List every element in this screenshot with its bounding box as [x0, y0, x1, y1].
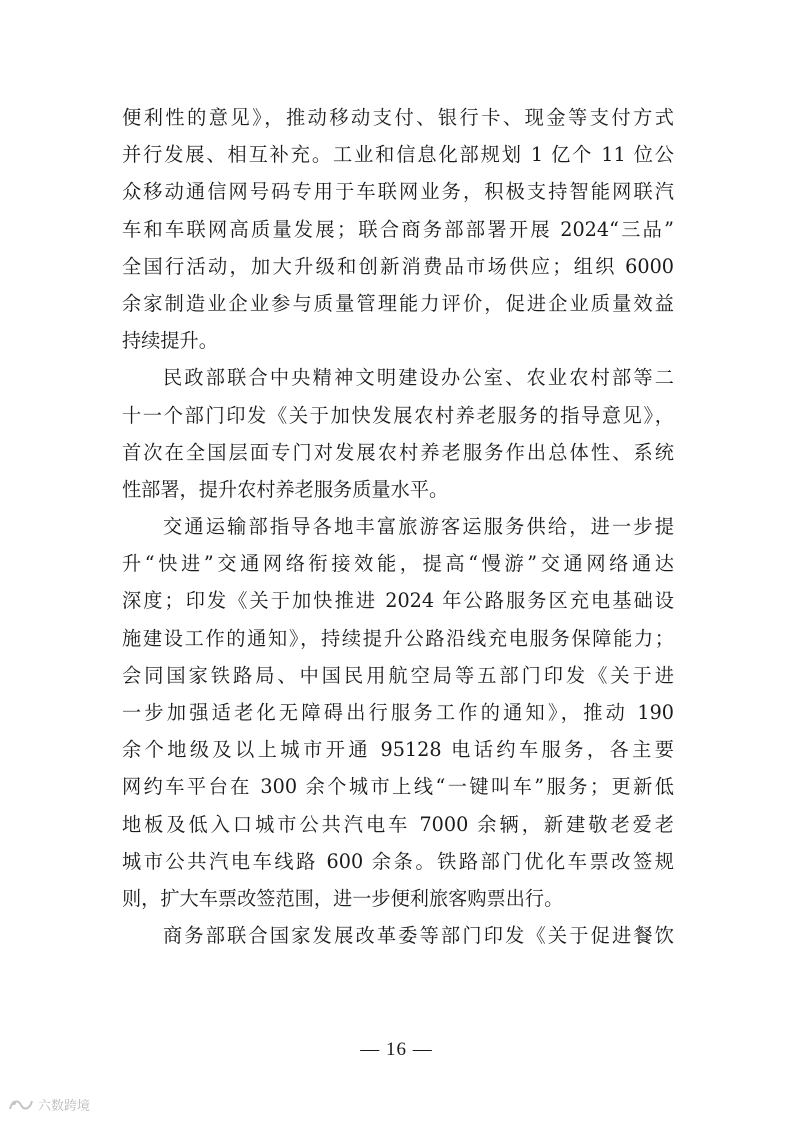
text-line: 升“快进”交通网络衔接效能，提高“慢游”交通网络通达: [122, 552, 674, 576]
text-line: 商务部联合国家发展改革委等部门印发《关于促进餐饮: [163, 924, 674, 948]
text-line: 十一个部门印发《关于加快发展农村养老服务的指导意见》，: [122, 403, 674, 427]
text-line: 交通运输部指导各地丰富旅游客运服务供给，进一步提: [163, 515, 674, 539]
text-line: 余家制造业企业参与质量管理能力评价，促进企业质量效益: [122, 291, 674, 315]
text-line: 深度；印发《关于加快推进 2024 年公路服务区充电基础设: [122, 589, 674, 613]
text-line: 并行发展、相互补充。工业和信息化部规划 1 亿个 11 位公: [122, 143, 674, 167]
text-line: 车和车联网高质量发展；联合商务部部署开展 2024“三品”: [122, 217, 674, 241]
watermark-text: 六数跨境: [38, 1099, 91, 1114]
watermark-logo-icon: [8, 1097, 34, 1113]
page-number: — 16 —: [360, 1039, 433, 1060]
text-line: 地板及低入口城市公共汽电车 7000 余辆，新建敬老爱老: [122, 812, 674, 836]
text-line: 众移动通信网号码专用于车联网业务，积极支持智能网联汽: [122, 180, 674, 204]
text-line: 持续提升。: [122, 329, 218, 353]
text-line: 首次在全国层面专门对发展农村养老服务作出总体性、系统: [122, 440, 674, 464]
text-line: 全国行活动，加大升级和创新消费品市场供应；组织 6000: [122, 254, 674, 278]
text-line: 性部署，提升农村养老服务质量水平。: [122, 477, 449, 501]
text-line: 施建设工作的通知》，持续提升公路沿线充电服务保障能力；: [122, 626, 674, 650]
text-line: 网约车平台在 300 余个城市上线“一键叫车”服务；更新低: [122, 775, 674, 799]
text-line: 余个地级及以上城市开通 95128 电话约车服务，各主要: [122, 738, 674, 762]
text-line: 则，扩大车票改签范围，进一步便利旅客购票出行。: [122, 886, 564, 910]
text-line: 一步加强适老化无障碍出行服务工作的通知》，推动 190: [122, 701, 674, 724]
body-text: [122, 99, 674, 954]
text-line: 民政部联合中央精神文明建设办公室、农业农村部等二: [163, 366, 674, 390]
text-line: 城市公共汽电车线路 600 余条。铁路部门优化车票改签规: [122, 849, 674, 873]
text-line: 便利性的意见》，推动移动支付、银行卡、现金等支付方式: [122, 106, 674, 129]
watermark: [8, 1095, 90, 1114]
text-line: 会同国家铁路局、中国民用航空局等五部门印发《关于进: [122, 663, 674, 687]
